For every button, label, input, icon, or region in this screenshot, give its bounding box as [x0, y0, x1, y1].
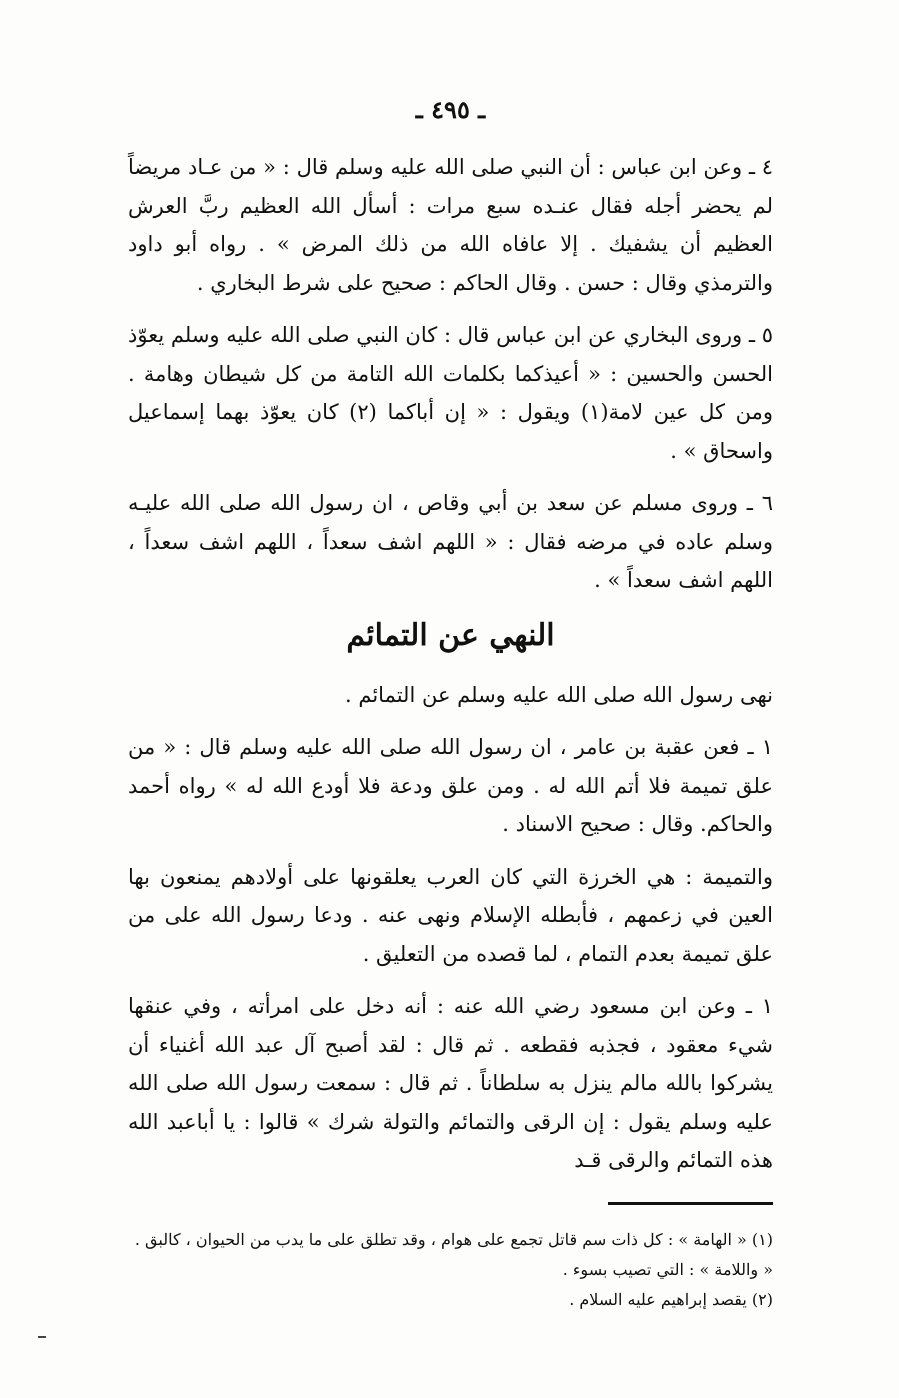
paragraph: ٤ ـ وعن ابن عباس : أن النبي صلى الله عليه وسلم قال : « من عـاد مريضاً لم يحضر أجله فقال عنـده سبع مرات : أسأل الله العظيم ربَّ العرش العظيم أن يشفيك . إلا عافاه الله من ذلك المرض » . رواه أبو داود والترمذي وقال : حسن . وقال الحاكم : صحيح على شرط البخاري . [128, 155, 773, 295]
footnote: « واللامة » : التي تصيب بسوء . [562, 1259, 773, 1279]
paragraph: ١ ـ وعن ابن مسعود رضي الله عنه : أنه دخل على امرأته ، وفي عنقها شيء معقود ، فجذبه فقطعه . ثم قال : لقد أصبح آل عبد الله أغنياء أن يشركوا بالله مالم ينزل به سلطاناً . ثم قال : سمعت رسول الله صلى الله عليه وسلم يقول : إن الرقى والتمائم والتولة شرك » قالوا : يا أباعبد الله هذه التمائم والرقى قـد [128, 994, 773, 1172]
footnote: (٢) يقصد إبراهيم عليه السلام . [569, 1289, 773, 1309]
footnote-separator [608, 1202, 773, 1205]
paragraph: ٦ ـ وروى مسلم عن سعد بن أبي وقاص ، ان رسول الله صلى الله عليـه وسلم عاده في مرضه فقال : « اللهم اشف سعداً ، اللهم اشف سعداً ، اللهم اشف سعداً » . [128, 491, 773, 592]
paragraph: والتميمة : هي الخرزة التي كان العرب يعلقونها على أولادهم يمنعون بها العين في زعمهم ، فأبطله الإسلام ونهى عنه . ودعا رسول الله على من علق تميمة بعدم التمام ، لما قصده من التعليق . [128, 864, 773, 966]
paragraph: ١ ـ فعن عقبة بن عامر ، ان رسول الله صلى الله عليه وسلم قال : « من علق تميمة فلا أتم الله له . ومن علق ودعة فلا أودع الله له » رواه أحمد والحاكم. وقال : صحيح الاسناد . [128, 735, 773, 836]
footnote: (١) « الهامة » : كل ذات سم قاتل تجمع على هوام ، وقد تطلق على ما يدب من الحيوان ، كالبق . [134, 1229, 773, 1249]
scan-mark [38, 1336, 46, 1338]
footnotes [128, 1225, 773, 1315]
page-body [128, 95, 773, 1315]
paragraph: ٥ ـ وروى البخاري عن ابن عباس قال : كان النبي صلى الله عليه وسلم يعوّذ الحسن والحسين : « أعيذكما بكلمات الله التامة من كل شيطان وهامة . ومن كل عين لامة(١) ويقول : « إن أباكما (٢) كان يعوّذ بهما إسماعيل واسحاق » . [128, 323, 773, 463]
paragraph: نهى رسول الله صلى الله عليه وسلم عن التمائم . [345, 682, 773, 707]
section-heading: النهي عن التمائم [346, 617, 555, 653]
page-number: ـ ٤٩٥ ـ [415, 95, 486, 124]
